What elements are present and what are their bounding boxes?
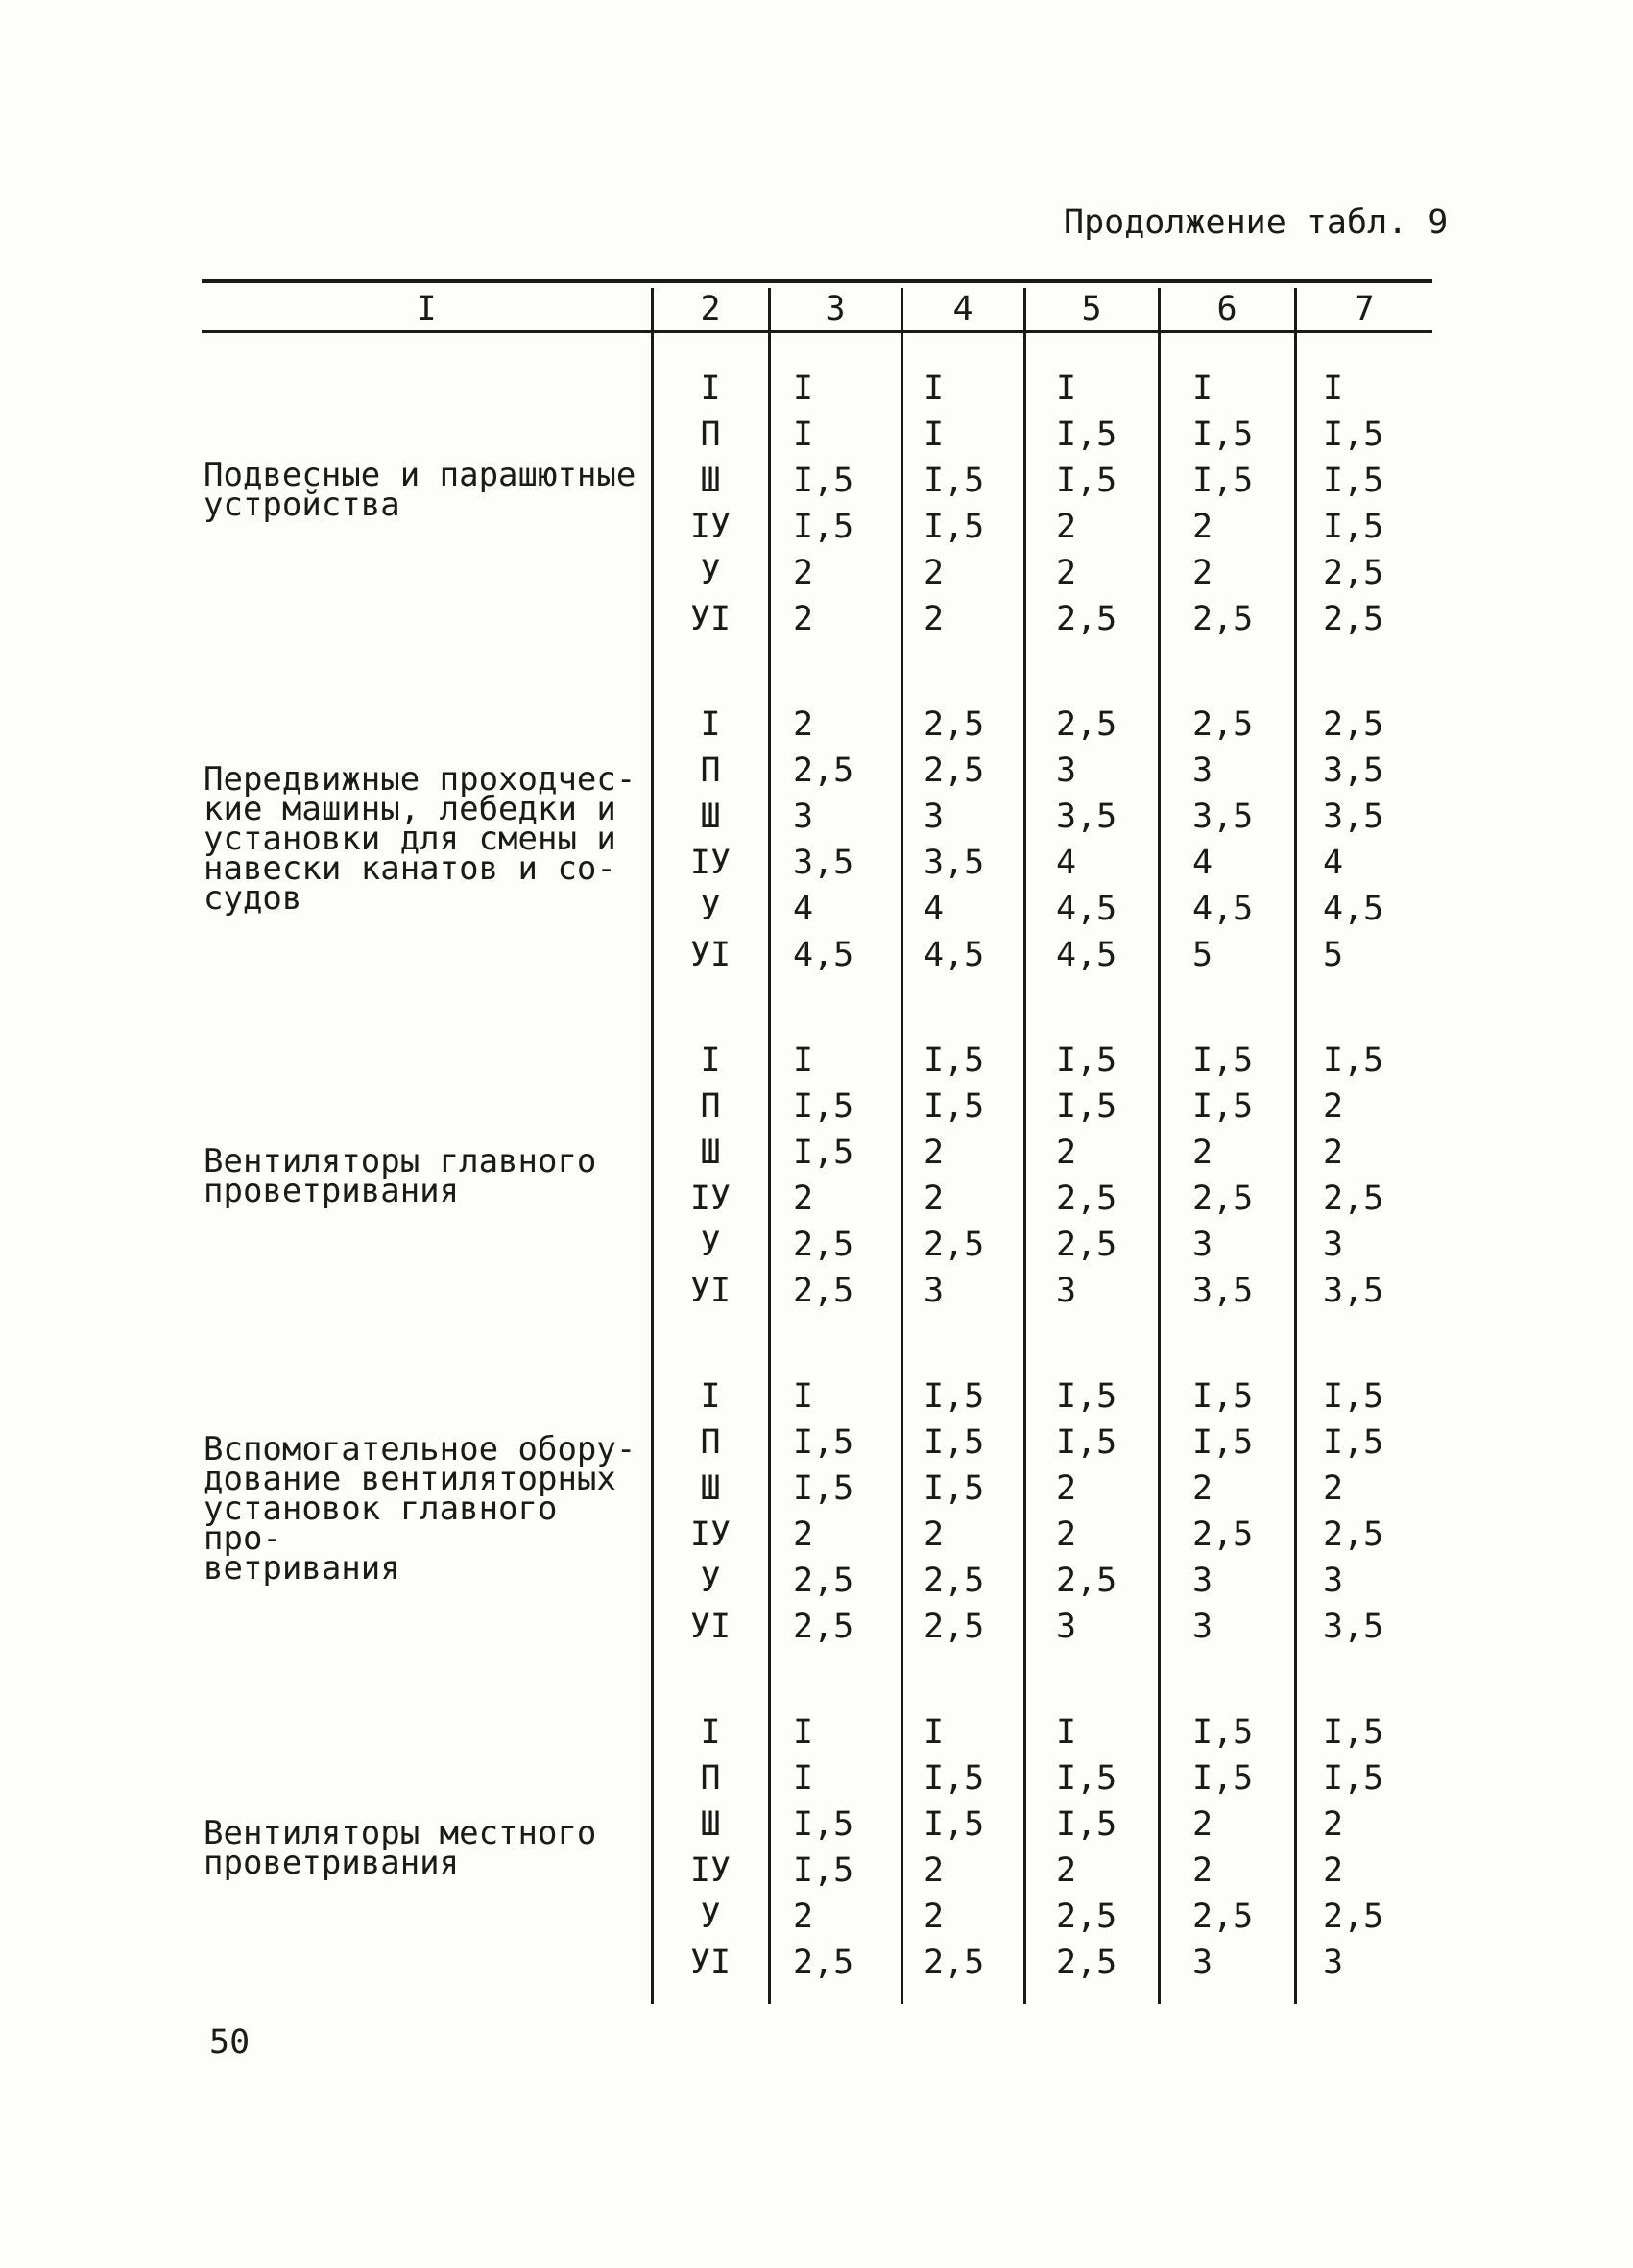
table-cell: I bbox=[793, 1041, 814, 1080]
table-cell: I,5 bbox=[924, 1469, 985, 1508]
category-label: У bbox=[700, 1226, 721, 1264]
table-cell: 2,5 bbox=[1192, 705, 1254, 744]
category-label: Ш bbox=[700, 1469, 721, 1508]
column-header-3: 3 bbox=[825, 290, 846, 328]
table-cell: 2 bbox=[924, 554, 945, 592]
column-separator bbox=[901, 288, 903, 2004]
equipment-name: Вентиляторы местного проветривания bbox=[204, 1814, 597, 1882]
table-cell: 2,5 bbox=[1323, 705, 1384, 744]
column-header-2: 2 bbox=[700, 290, 721, 328]
table-cell: I,5 bbox=[924, 1759, 985, 1798]
table-cell: I,5 bbox=[1323, 1713, 1384, 1752]
table-header-rule bbox=[202, 330, 1432, 333]
table-cell: 3 bbox=[1056, 752, 1077, 790]
table-cell: 2 bbox=[1056, 508, 1077, 546]
table-cell: 2,5 bbox=[1056, 705, 1117, 744]
table-cell: 3,5 bbox=[1323, 752, 1384, 790]
table-cell: 2,5 bbox=[1056, 1898, 1117, 1936]
table-cell: I,5 bbox=[1192, 462, 1254, 500]
table-cell: 2 bbox=[793, 705, 814, 744]
table-cell: I,5 bbox=[924, 1087, 985, 1126]
table-cell: I,5 bbox=[1056, 1759, 1117, 1798]
table-cell: 3 bbox=[1323, 1562, 1344, 1600]
table-cell: 2 bbox=[1192, 508, 1213, 546]
table-cell: 2 bbox=[1056, 1851, 1077, 1890]
table-cell: 3 bbox=[1056, 1272, 1077, 1310]
table-cell: I,5 bbox=[1192, 1087, 1254, 1126]
category-label: У bbox=[700, 890, 721, 928]
table-cell: 2,5 bbox=[924, 1562, 985, 1600]
table-cell: 2,5 bbox=[1056, 1562, 1117, 1600]
table-cell: 4,5 bbox=[924, 936, 985, 974]
table-cell: 2 bbox=[1056, 1469, 1077, 1508]
category-label: П bbox=[700, 752, 721, 790]
table-cell: I bbox=[924, 370, 945, 408]
category-label: П bbox=[700, 1423, 721, 1462]
category-label: У bbox=[700, 1562, 721, 1600]
category-label: УI bbox=[689, 600, 732, 638]
table-cell: 2,5 bbox=[793, 1608, 854, 1646]
category-label: IУ bbox=[689, 1516, 732, 1554]
table-cell: 2,5 bbox=[924, 1944, 985, 1982]
table-cell: 2 bbox=[1056, 1516, 1077, 1554]
table-cell: I,5 bbox=[924, 1377, 985, 1416]
table-cell: 2,5 bbox=[1323, 1180, 1384, 1218]
category-label: IУ bbox=[689, 1180, 732, 1218]
table-cell: 2 bbox=[924, 1134, 945, 1172]
table-cell: I bbox=[1192, 370, 1213, 408]
table-cell: 2,5 bbox=[1056, 1944, 1117, 1982]
table-cell: 2,5 bbox=[793, 1944, 854, 1982]
table-cell: 4 bbox=[1192, 844, 1213, 882]
table-cell: 4,5 bbox=[1056, 936, 1117, 974]
table-cell: 3 bbox=[1192, 1562, 1213, 1600]
table-cell: 4 bbox=[924, 890, 945, 928]
table-cell: I bbox=[1323, 370, 1344, 408]
table-cell: 2,5 bbox=[1323, 1516, 1384, 1554]
table-cell: 2 bbox=[924, 600, 945, 638]
table-cell: I,5 bbox=[924, 1041, 985, 1080]
table-cell: 3 bbox=[1192, 1608, 1213, 1646]
table-cell: I,5 bbox=[1192, 1041, 1254, 1080]
category-label: П bbox=[700, 1087, 721, 1126]
table-cell: I,5 bbox=[1323, 508, 1384, 546]
table-cell: I,5 bbox=[1192, 1759, 1254, 1798]
column-separator bbox=[1023, 288, 1026, 2004]
column-header-1: I bbox=[416, 290, 437, 328]
table-cell: I,5 bbox=[1056, 416, 1117, 454]
table-cell: 2 bbox=[1192, 1134, 1213, 1172]
table-cell: I bbox=[793, 1759, 814, 1798]
table-cell: 4,5 bbox=[1192, 890, 1254, 928]
table-cell: 2,5 bbox=[1056, 600, 1117, 638]
column-header-5: 5 bbox=[1081, 290, 1102, 328]
table-cell: I bbox=[924, 416, 945, 454]
table-cell: I bbox=[924, 1713, 945, 1752]
table-cell: 2 bbox=[1056, 1134, 1077, 1172]
table-cell: 3 bbox=[1192, 1944, 1213, 1982]
table-cell: I,5 bbox=[1192, 1423, 1254, 1462]
table-cell: 3,5 bbox=[1056, 798, 1117, 836]
table-cell: 3 bbox=[1192, 752, 1213, 790]
category-label: Ш bbox=[700, 1134, 721, 1172]
table-cell: 3 bbox=[793, 798, 814, 836]
table-cell: 2,5 bbox=[1056, 1226, 1117, 1264]
column-header-4: 4 bbox=[952, 290, 973, 328]
equipment-name: Вентиляторы главного проветривания bbox=[204, 1142, 597, 1210]
table-cell: 2 bbox=[924, 1898, 945, 1936]
column-separator bbox=[1294, 288, 1297, 2004]
table-cell: 3,5 bbox=[1323, 1272, 1384, 1310]
table-cell: 2 bbox=[924, 1516, 945, 1554]
table-cell: 2,5 bbox=[1192, 1898, 1254, 1936]
table-top-rule bbox=[202, 279, 1432, 283]
category-label: IУ bbox=[689, 844, 732, 882]
equipment-name: Вспомогательное обору- дование вентиляторных установок главного про- ветривания bbox=[204, 1430, 636, 1588]
table-cell: 2 bbox=[1192, 554, 1213, 592]
column-header-7: 7 bbox=[1354, 290, 1375, 328]
table-cell: 3,5 bbox=[1323, 1608, 1384, 1646]
table-cell: 2,5 bbox=[924, 752, 985, 790]
table-cell: 3,5 bbox=[924, 844, 985, 882]
table-cell: 3,5 bbox=[1323, 798, 1384, 836]
table-cell: 3 bbox=[1056, 1608, 1077, 1646]
category-label: Ш bbox=[700, 462, 721, 500]
table-cell: 2,5 bbox=[793, 1226, 854, 1264]
table-cell: I,5 bbox=[1192, 1713, 1254, 1752]
table-cell: 3 bbox=[1323, 1944, 1344, 1982]
table-cell: I bbox=[793, 1713, 814, 1752]
table-cell: 2 bbox=[1323, 1134, 1344, 1172]
table-cell: 3 bbox=[1323, 1226, 1344, 1264]
column-separator bbox=[768, 288, 771, 2004]
table-cell: 2,5 bbox=[1192, 1180, 1254, 1218]
category-label: УI bbox=[689, 1272, 732, 1310]
table-cell: I,5 bbox=[1056, 1805, 1117, 1844]
table-cell: 2 bbox=[793, 1180, 814, 1218]
table-cell: 2,5 bbox=[793, 752, 854, 790]
table-cell: I,5 bbox=[924, 462, 985, 500]
table-cell: 3,5 bbox=[1192, 1272, 1254, 1310]
table-cell: I,5 bbox=[1323, 462, 1384, 500]
equipment-name: Подвесные и парашютные устройства bbox=[204, 456, 636, 524]
category-label: УI bbox=[689, 1944, 732, 1982]
category-label: I bbox=[700, 705, 721, 744]
table-cell: 2,5 bbox=[924, 705, 985, 744]
table-cell: I,5 bbox=[793, 1469, 854, 1508]
table-cell: I,5 bbox=[793, 462, 854, 500]
table-cell: 2 bbox=[1192, 1469, 1213, 1508]
table-cell: 2 bbox=[793, 600, 814, 638]
category-label: УI bbox=[689, 1608, 732, 1646]
table-cell: 4 bbox=[1056, 844, 1077, 882]
table-cell: 5 bbox=[1323, 936, 1344, 974]
equipment-name: Передвижные проходчес- кие машины, лебедки и установки для смены и навески канатов и со- судов bbox=[204, 760, 636, 918]
table-cell: I,5 bbox=[924, 1423, 985, 1462]
table-cell: I bbox=[793, 1377, 814, 1416]
table-cell: I,5 bbox=[1056, 462, 1117, 500]
table-caption: Продолжение табл. 9 bbox=[1064, 203, 1449, 242]
page-number: 50 bbox=[209, 2023, 251, 2062]
table-cell: 2 bbox=[1323, 1851, 1344, 1890]
category-label: П bbox=[700, 416, 721, 454]
table-cell: I,5 bbox=[793, 1134, 854, 1172]
table-cell: 4,5 bbox=[1056, 890, 1117, 928]
table-cell: 2,5 bbox=[1192, 600, 1254, 638]
table-cell: 2 bbox=[1192, 1851, 1213, 1890]
category-label: I bbox=[700, 1041, 721, 1080]
table-cell: 2,5 bbox=[924, 1608, 985, 1646]
table-cell: 2,5 bbox=[1323, 554, 1384, 592]
column-separator bbox=[1158, 288, 1161, 2004]
category-label: П bbox=[700, 1759, 721, 1798]
table-cell: 2 bbox=[1323, 1805, 1344, 1844]
table-cell: 2 bbox=[924, 1180, 945, 1218]
table-cell: I,5 bbox=[793, 508, 854, 546]
category-label: I bbox=[700, 1377, 721, 1416]
table-cell: I,5 bbox=[1323, 1041, 1384, 1080]
table-cell: I,5 bbox=[1323, 416, 1384, 454]
table-cell: 2 bbox=[793, 554, 814, 592]
table-cell: 2 bbox=[924, 1851, 945, 1890]
table-cell: I bbox=[793, 370, 814, 408]
table-cell: 2 bbox=[1056, 554, 1077, 592]
table-cell: 3 bbox=[1192, 1226, 1213, 1264]
category-label: I bbox=[700, 370, 721, 408]
table-cell: I bbox=[793, 416, 814, 454]
table-cell: 2,5 bbox=[1056, 1180, 1117, 1218]
table-cell: 2,5 bbox=[1192, 1516, 1254, 1554]
table-cell: 2,5 bbox=[924, 1226, 985, 1264]
category-label: IУ bbox=[689, 508, 732, 546]
category-label: У bbox=[700, 554, 721, 592]
category-label: I bbox=[700, 1713, 721, 1752]
table-cell: 2 bbox=[1192, 1805, 1213, 1844]
column-header-6: 6 bbox=[1216, 290, 1237, 328]
table-cell: 3 bbox=[924, 1272, 945, 1310]
table-cell: I,5 bbox=[793, 1805, 854, 1844]
table-cell: 3 bbox=[924, 798, 945, 836]
category-label: Ш bbox=[700, 1805, 721, 1844]
table-cell: 5 bbox=[1192, 936, 1213, 974]
table-cell: I,5 bbox=[1056, 1423, 1117, 1462]
table-cell: I bbox=[1056, 1713, 1077, 1752]
table-cell: 2 bbox=[1323, 1087, 1344, 1126]
table-cell: 2 bbox=[793, 1898, 814, 1936]
category-label: УI bbox=[689, 936, 732, 974]
table-cell: I,5 bbox=[793, 1423, 854, 1462]
table-cell: I,5 bbox=[1056, 1041, 1117, 1080]
table-cell: 2,5 bbox=[1323, 600, 1384, 638]
table-cell: 2,5 bbox=[793, 1272, 854, 1310]
table-cell: 4 bbox=[1323, 844, 1344, 882]
table-cell: 3,5 bbox=[1192, 798, 1254, 836]
table-cell: 4,5 bbox=[1323, 890, 1384, 928]
table-cell: I,5 bbox=[793, 1087, 854, 1126]
table-cell: I,5 bbox=[924, 508, 985, 546]
table-cell: I,5 bbox=[1056, 1087, 1117, 1126]
table-cell: I bbox=[1056, 370, 1077, 408]
category-label: Ш bbox=[700, 798, 721, 836]
table-cell: 2,5 bbox=[1323, 1898, 1384, 1936]
table-cell: 2,5 bbox=[793, 1562, 854, 1600]
table-cell: 4 bbox=[793, 890, 814, 928]
table-cell: I,5 bbox=[1323, 1423, 1384, 1462]
table-cell: I,5 bbox=[1192, 1377, 1254, 1416]
table-cell: 2 bbox=[793, 1516, 814, 1554]
category-label: IУ bbox=[689, 1851, 732, 1890]
table-cell: 4,5 bbox=[793, 936, 854, 974]
table-cell: I,5 bbox=[1323, 1377, 1384, 1416]
table-cell: I,5 bbox=[924, 1805, 985, 1844]
table-cell: 3,5 bbox=[793, 844, 854, 882]
table-cell: I,5 bbox=[793, 1851, 854, 1890]
table-cell: I,5 bbox=[1323, 1759, 1384, 1798]
table-cell: 2 bbox=[1323, 1469, 1344, 1508]
category-label: У bbox=[700, 1898, 721, 1936]
table-cell: I,5 bbox=[1192, 416, 1254, 454]
table-cell: I,5 bbox=[1056, 1377, 1117, 1416]
